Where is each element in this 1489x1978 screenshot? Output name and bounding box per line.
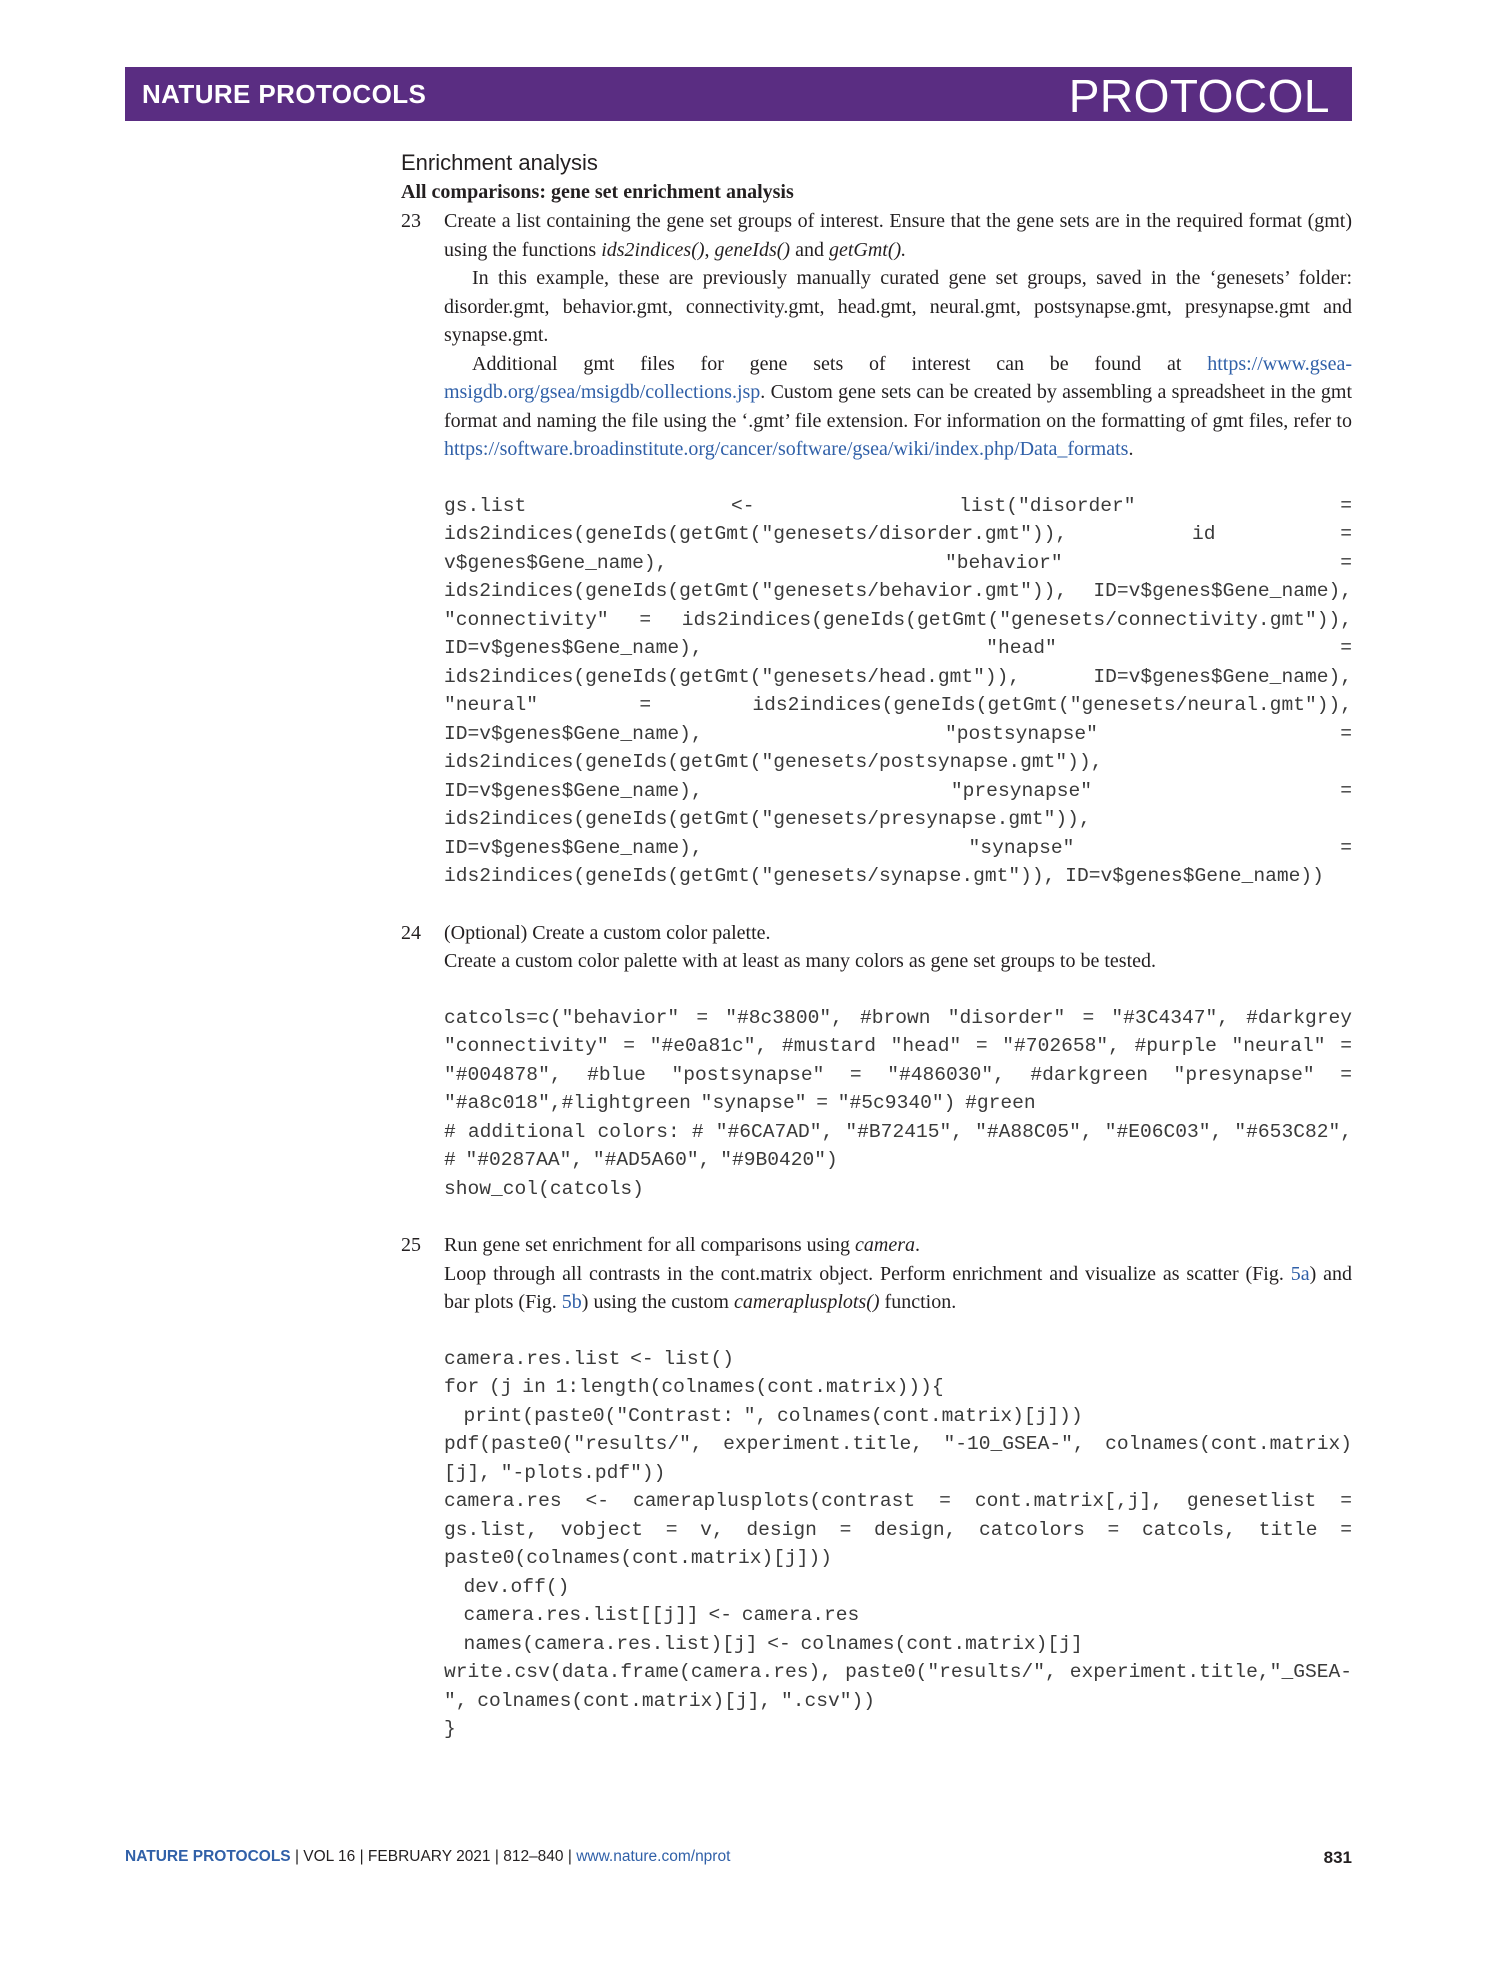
journal-banner (125, 67, 1352, 121)
step-25-instruction (444, 1260, 1352, 1317)
code-line: dev.off() (444, 1575, 570, 1598)
step-23-instruction (444, 207, 1352, 264)
separator: , (704, 238, 715, 261)
code-line: camera.res.list <- list() (444, 1347, 734, 1370)
step-25-title (444, 1231, 1352, 1260)
function-ids2indices: ids2indices() (601, 238, 705, 261)
code-line: camera.res.list[[j]] <- camera.res (444, 1604, 860, 1626)
figure-5a-link[interactable]: 5a (1290, 1262, 1310, 1285)
page-footer (125, 1848, 1352, 1872)
write-csv-code: write.csv(data.frame(camera.res), paste0("results/", experiment.title,"_GSEA-", colnames(cont.matrix)[j], ".csv")) (444, 1661, 1352, 1712)
broad-gsea-link[interactable]: https://software.broadinstitute.org/cancer/software/gsea/wiki/index.php/Data_formats (444, 438, 1129, 460)
code-line: print(paste0("Contrast: ", colnames(cont.matrix)[j])) (444, 1404, 1083, 1427)
step-number: 25 (401, 1234, 421, 1256)
step-24 (401, 919, 1352, 1204)
step-number: 23 (401, 210, 421, 232)
spacer (444, 1317, 1352, 1345)
step-24-title: (Optional) Create a custom color palette. (444, 921, 771, 944)
code-line: names(camera.res.list)[j] <- colnames(cont.matrix)[j] (444, 1632, 1083, 1655)
step-25-text: . (915, 1234, 920, 1256)
step-25 (401, 1231, 1352, 1744)
catcols-code: catcols=c("behavior" = "#8c3800", #brown "disorder" = "#3C4347", #darkgrey "connectivity" = "#e0a81c", #mustard "head" = "#702658", #purple "neural" = "#004878", #blue "postsynapse" = "#486030", #darkgreen "presynapse" = "#a8c018",#lightgreen "synapse" = "#5c9340") #green (444, 1006, 1352, 1114)
footer-date: FEBRUARY 2021 (367, 1848, 491, 1865)
step-23-folder-note: In this example, these are previously manually curated gene set groups, saved in the ‘genesets’ folder: disorder.gmt, behavior.gmt, connectivity.gmt, head.gmt, neural.gmt, postsynapse.gmt, presynapse.gmt and synapse.gmt. (444, 267, 1352, 346)
function-geneids: geneIds() (714, 238, 791, 261)
cameraplusplots-code: camera.res <- cameraplusplots(contrast = cont.matrix[,j], genesetlist = gs.list, vobject = v, design = design, catcolors = catcols, title = paste0(colnames(cont.matrix)[j])) (444, 1490, 1352, 1569)
msigdb-link[interactable]: https://www.gsea-msigdb.org/gsea/msigdb/collections.jsp (444, 352, 1352, 403)
separator: and (790, 238, 829, 261)
subsection-title: All comparisons: gene set enrichment analysis (401, 181, 794, 203)
camera-term: camera (855, 1234, 915, 1256)
spacer (444, 464, 1352, 492)
footer-journal: NATURE PROTOCOLS (125, 1848, 291, 1865)
step-23-text: Create a list containing the gene set groups of interest. Ensure that the gene sets are in the required format (gmt) using the functions (444, 210, 1352, 261)
additional-colors-code: # additional colors: # "#6CA7AD", "#B72415", "#A88C05", "#E06C03", "#653C82", # "#0287AA", "#AD5A60", "#9B0420") (444, 1120, 1352, 1171)
footer-separator: | (490, 1848, 504, 1865)
spacer (401, 1203, 1352, 1231)
resources-text: . Custom gene sets can be created by assembling a spreadsheet in the gmt format and naming the file using the ‘.gmt’ file extension. For information on the formatting of gmt files, refer to (444, 381, 1352, 432)
gs-list-code: gs.list <- list("disorder" = ids2indices(geneIds(getGmt("genesets/disorder.gmt")), id = v$genes$Gene_name), "behavior" = ids2indices(geneIds(getGmt("genesets/behavior.gmt")), ID=v$genes$Gene_name), "connectivity" = ids2indices(geneIds(getGmt("genesets/connectivity.gmt")), ID=v$genes$Gene_name), "head" = ids2indices(geneIds(getGmt("genesets/head.gmt")), ID=v$genes$Gene_name), "neural" = ids2indices(geneIds(getGmt("genesets/neural.gmt")), ID=v$genes$Gene_name), "postsynapse" = ids2indices(geneIds(getGmt("genesets/postsynapse.gmt")), ID=v$genes$Gene_name), "presynapse" = ids2indices(geneIds(getGmt("genesets/presynapse.gmt")), ID=v$genes$Gene_name), "synapse" = ids2indices(geneIds(getGmt("genesets/synapse.gmt")), ID=v$genes$Gene_name)) (444, 494, 1352, 887)
step-25-text: ) and bar plots (Fig. (444, 1262, 1352, 1313)
cameraplusplots-term: cameraplusplots() (734, 1291, 880, 1313)
section-title: Enrichment analysis (401, 150, 598, 175)
step-23-resources (444, 350, 1352, 464)
footer-volume: VOL 16 (303, 1848, 356, 1865)
article-type: PROTOCOL (1068, 70, 1330, 122)
spacer (444, 976, 1352, 1004)
step-23 (401, 207, 1352, 891)
step-24-instruction: Create a custom color palette with at least as many colors as gene set groups to be tested. (444, 950, 1157, 972)
resources-text: Additional gmt files for gene sets of interest can be found at (472, 352, 1208, 375)
footer-separator: | (355, 1848, 368, 1865)
figure-5b-link[interactable]: 5b (561, 1291, 582, 1313)
page-content (401, 148, 1352, 1744)
spacer (401, 891, 1352, 919)
code-line: for (j in 1:length(colnames(cont.matrix))){ (444, 1376, 944, 1398)
show-col-code: show_col(catcols) (444, 1177, 644, 1200)
footer-separator: | (290, 1848, 304, 1865)
step-25-text: Run gene set enrichment for all comparisons using (444, 1234, 856, 1256)
pdf-code: pdf(paste0("results/", experiment.title, "-10_GSEA-", colnames(cont.matrix)[j], "-plots.pdf")) (444, 1433, 1352, 1484)
step-25-text: ) using the custom (581, 1291, 734, 1313)
journal-name: NATURE PROTOCOLS (142, 79, 427, 109)
step-25-text: function. (879, 1291, 957, 1313)
code-line: } (444, 1718, 456, 1740)
step-25-text: Loop through all contrasts in the cont.matrix object. Perform enrichment and visualize as scatter (Fig. (444, 1262, 1291, 1285)
page-number: 831 (1323, 1848, 1352, 1867)
footer-pages: 812–840 (503, 1848, 564, 1865)
footer-separator: | (563, 1848, 577, 1865)
step-number: 24 (401, 921, 421, 944)
function-getgmt: getGmt(). (828, 238, 907, 261)
resources-text: . (1128, 438, 1134, 460)
footer-url[interactable]: www.nature.com/nprot (576, 1848, 731, 1865)
